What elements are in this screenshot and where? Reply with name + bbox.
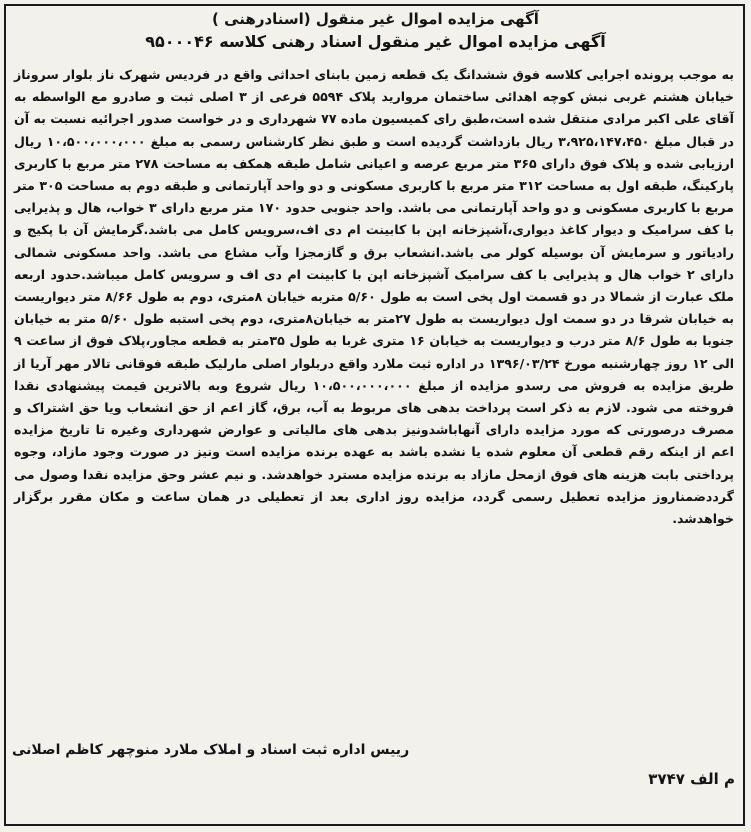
notice-code: م الف ۳۷۴۷ [648, 770, 735, 788]
notice-signature: رییس اداره ثبت اسناد و املاک ملارد منوچهر کاظم اصلانی [12, 742, 410, 758]
notice-body [14, 64, 734, 530]
notice-subtitle: آگهی مزایده اموال غیر منقول اسناد رهنی کلاسه ۹۵۰۰۰۴۶ [145, 32, 606, 51]
notice-body-paragraph: به موجب پرونده اجرایی کلاسه فوق ششدانگ یک قطعه زمین بابنای احداثی واقع در فردیس شهرک ناز بلوار سروناز خیابان هشتم غربی نبش کوچه اهدائی ساختمان مروارید پلاک ۵۵۹۴ فرعی از ۳ اصلی ثبت و صادرو مع الواسطه به آقای علی اکبر مرادی منتقل شده است،طبق رای کمیسیون ماده ۷۷ شهرداری و در خواست صدور اجرائیه نسبت به آن در قبال مبلغ ۳،۹۲۵،۱۴۷،۴۵۰ ریال بازداشت گردیده است و طبق نظر کارشناس رسمی به مبلغ ۱۰،۵۰۰،۰۰۰،۰۰۰ ریال ارزیابی شده و پلاک فوق دارای ۳۶۵ متر مربع عرصه و اعیانی شامل طبقه همکف به مساحت ۲۷۸ متر مربع با کاربری پارکینگ، طبقه اول به مساحت ۳۱۲ متر مربع با کاربری مسکونی و دو واحد آپارتمانی و طبقه دوم به مساحت ۳۰۵ متر مربع با کاربری مسکونی و دو واحد آپارتمانی می باشد. واحد جنوبی حدود ۱۷۰ متر مربع دارای ۳ خواب، هال و پذیرایی با کف سرامیک و دیوار کاغذ دیواری،آشپزخانه اپن با کابینت ام دی اف،سرویس کامل می باشد.گرمایش آن با پکیج و رادیاتور و سرمایش آن بوسیله کولر می باشد.انشعاب برق و گازمجزا وآب مشاع می باشد. واحد مسکونی شمالی دارای ۲ خواب هال و پذیرایی با کف سرامیک آشپزخانه اپن با کابینت ام دی اف و سرویس کامل میباشد.حدود اربعه ملک عبارت از شمالا در دو قسمت اول پخی است به طول ۵/۶۰ متربه خیابان ۸متری، دوم به طول ۸/۶۶ متر دیواریست به خیابان شرقا در دو سمت اول دیواریست به طول ۲۷متر به خیابان۸متری، دوم پخی استبه طول ۵/۶۰ متر به خیابان جنوبا به طول ۸/۶ متر درب و دیواریست به خیابان ۱۶ متری غربا به طول ۳۵متر به قطعه مجاور،پلاک فوق از ساعت ۹ الی ۱۲ روز چهارشنبه مورخ ۱۳۹۶/۰۳/۲۴ در اداره ثبت ملارد واقع دربلوار اصلی مارلیک طبقه فوقانی تالار مهر آریا از طریق مزایده به فروش می رسدو مزایده از مبلغ ۱۰،۵۰۰،۰۰۰،۰۰۰ ریال شروع وبه بالاترین قیمت پیشنهادی نقدا فروخته می شود. لازم به ذکر است پرداخت بدهی های مربوط به آب، برق، گاز اعم از حق انشعاب ویا حق اشتراک و مصرف درصورتی که مورد مزایده دارای آنهاباشدونیز بدهی های مالیاتی و عوارض شهرداری وغیره تا تاریخ مزایده اعم از اینکه رقم قطعی آن معلوم شده یا نشده باشد به عهده برنده مزایده است ونیز در صورت وجود مازاد، وجوه پرداختی بابت هزینه های فوق ازمحل مازاد به برنده مزایده مسترد خواهدشد. و نیم عشر وحق مزایده نقدا وصول می گرددضمناروز مزایده تعطیل رسمی گردد، مزایده روز اداری بعد از تعطیلی در همان ساعت و مکان مقرر برگزار خواهدشد. [14, 67, 735, 527]
notice-title: آگهی مزایده اموال غیر منقول (اسنادرهنی ) [212, 10, 539, 28]
